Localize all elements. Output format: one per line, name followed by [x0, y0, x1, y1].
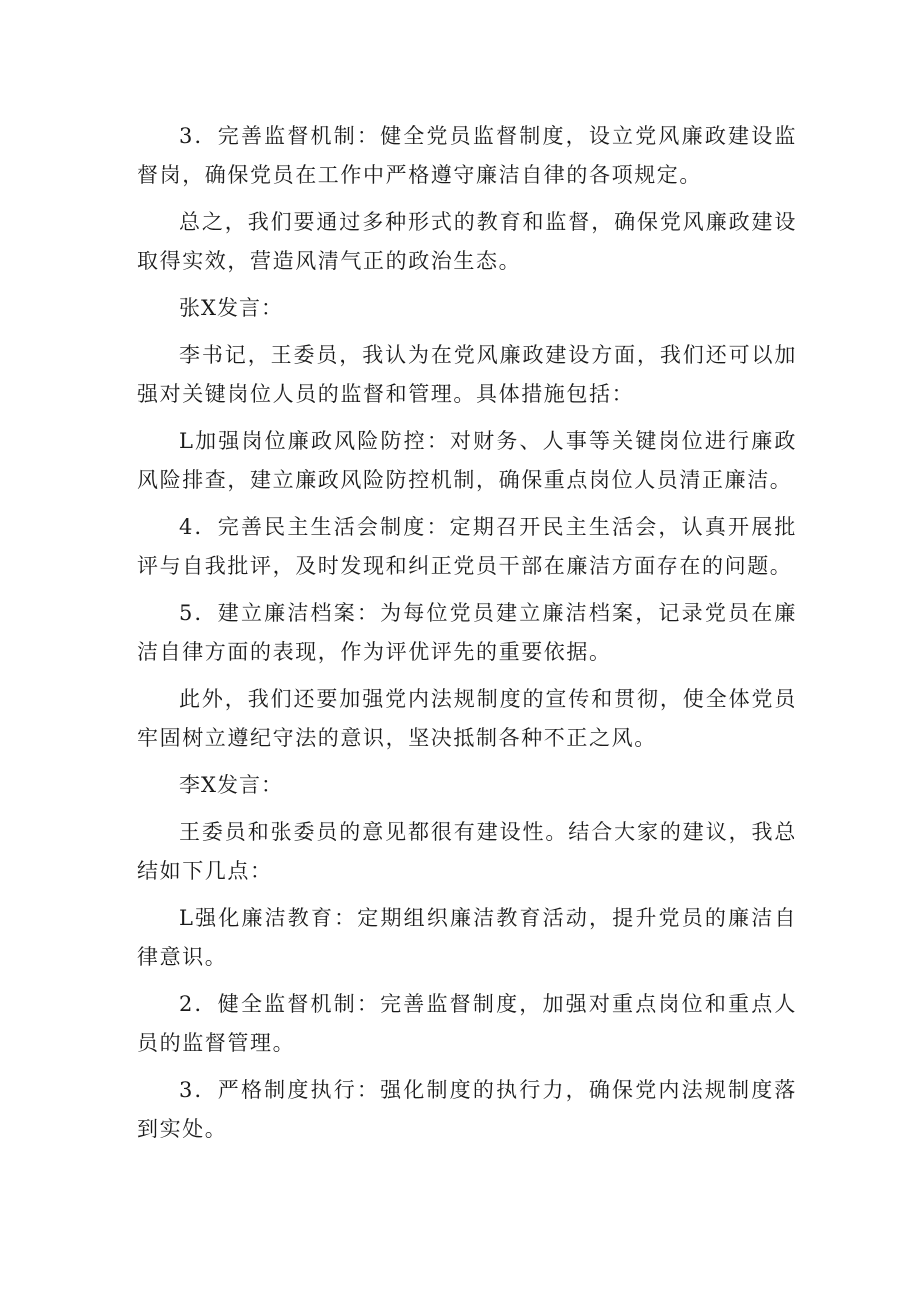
paragraph-item-3-supervision: 3．完善监督机制：健全党员监督制度，设立党风廉政建设监督岗，确保党员在工作中严格遵守廉洁自律的各项规定。 [137, 124, 797, 187]
speaker-label-li: 李X发言： [179, 773, 283, 797]
paragraph-item-5-integrity-archive: 5．建立廉洁档案：为每位党员建立廉洁档案，记录党员在廉洁自律方面的表现，作为评优评先的重要依据。 [137, 601, 797, 664]
paragraph-li-intro: 王委员和张委员的意见都很有建设性。结合大家的建议，我总结如下几点： [137, 820, 797, 883]
paragraph-additionally: 此外，我们还要加强党内法规制度的宣传和贯彻，使全体党员牢固树立遵纪守法的意识，坚决抵制各种不正之风。 [137, 687, 797, 750]
paragraph-zhang-intro: 李书记，王委员，我认为在党风廉政建设方面，我们还可以加强对关键岗位人员的监督和管理。具体措施包括： [137, 343, 797, 406]
document-body [137, 117, 797, 1157]
speaker-label-zhang: 张X发言： [179, 296, 283, 320]
paragraph-summary-item-1: L强化廉洁教育：定期组织廉洁教育活动，提升党员的廉洁自律意识。 [137, 906, 797, 969]
paragraph-item-1-risk-control: L加强岗位廉政风险防控：对财务、人事等关键岗位进行廉政风险排查，建立廉政风险防控机制，确保重点岗位人员清正廉洁。 [137, 429, 797, 492]
paragraph-summary-item-2: 2．健全监督机制：完善监督制度，加强对重点岗位和重点人员的监督管理。 [137, 992, 797, 1055]
paragraph-summary-item-3: 3．严格制度执行：强化制度的执行力，确保党内法规制度落到实处。 [137, 1078, 797, 1141]
paragraph-item-4-democratic-life: 4．完善民主生活会制度：定期召开民主生活会，认真开展批评与自我批评，及时发现和纠正党员干部在廉洁方面存在的问题。 [137, 515, 797, 578]
paragraph-summary: 总之，我们要通过多种形式的教育和监督，确保党风廉政建设取得实效，营造风清气正的政治生态。 [137, 210, 797, 273]
